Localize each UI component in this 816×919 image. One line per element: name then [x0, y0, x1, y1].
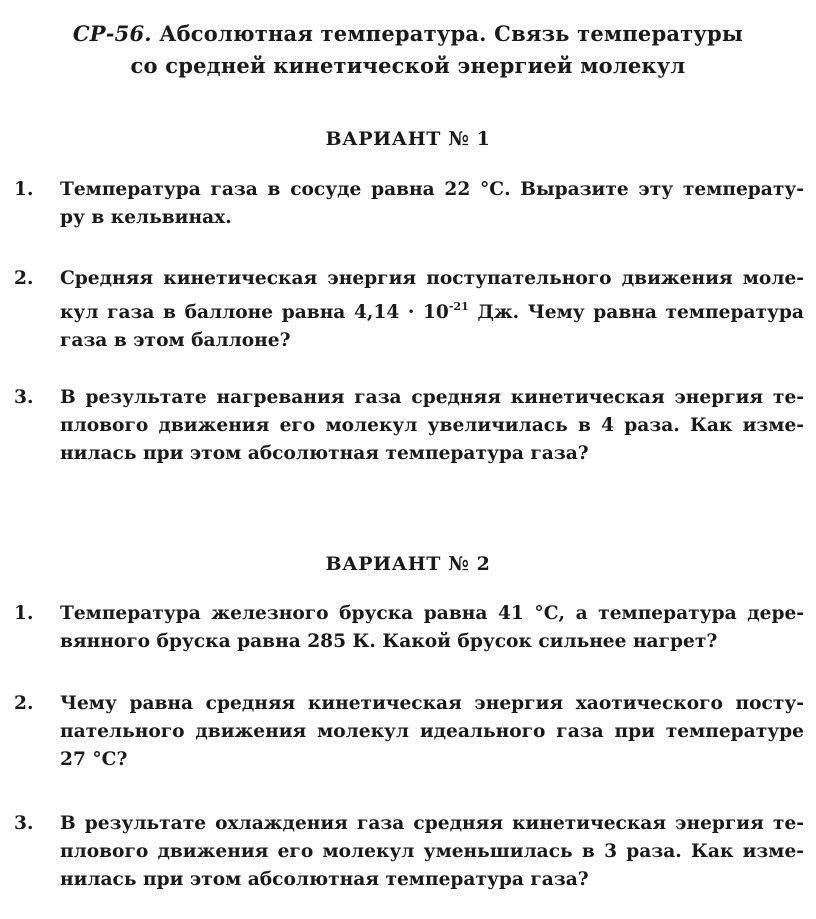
task-number: 1.: [14, 603, 34, 624]
task-text: [60, 600, 804, 656]
task-line: Чему равна средняя кинетическая энергия хаотического посту-: [60, 693, 804, 714]
variant-2-heading: ВАРИАНТ № 2: [325, 553, 491, 575]
task-line: нилась при этом абсолютная температура газа?: [60, 443, 589, 464]
task-line: Средняя кинетическая энергия поступательного движения моле-: [60, 268, 804, 289]
task-number: 3.: [14, 813, 34, 834]
task-line: Температура железного бруска равна 41 °С, а температура дере-: [60, 603, 804, 624]
worksheet-code: СР-56.: [72, 21, 152, 46]
task-line-with-exponent: [60, 293, 804, 327]
task-number: 3.: [14, 387, 34, 408]
title-line-2: со средней кинетической энергией молекул: [130, 53, 686, 78]
task-line: плового движения его молекул увеличилась в 4 раза. Как изме-: [60, 415, 804, 436]
task-line: В результате охлаждения газа средняя кинетическая энергия те-: [60, 813, 804, 834]
task-line: пательного движения молекул идеального газа при температуре: [60, 721, 804, 742]
task-line-head: кул газа в баллоне равна 4,14 · 10: [60, 302, 449, 323]
task-text: [60, 690, 804, 774]
task-line: плового движения его молекул уменьшилась в 3 раза. Как изме-: [60, 841, 804, 862]
task-line: ру в кельвинах.: [60, 207, 232, 228]
task-number: 2.: [14, 693, 34, 714]
task-line: нилась при этом абсолютная температура газа?: [60, 869, 589, 890]
task-text: [60, 265, 804, 355]
task-number: 1.: [14, 179, 34, 200]
task-number: 2.: [14, 268, 34, 289]
task-line-tail: Дж. Чему равна температура: [468, 302, 804, 323]
exponent: -21: [448, 300, 469, 313]
task-text: [60, 176, 804, 232]
title-text-1: Абсолютная температура. Связь температуры: [159, 21, 744, 46]
task-text: [60, 384, 804, 468]
page-title: [0, 18, 816, 82]
title-line-1: [0, 18, 816, 50]
task-text: [60, 810, 804, 894]
variant-1-heading: ВАРИАНТ № 1: [325, 128, 491, 150]
task-line: Температура газа в сосуде равна 22 °С. Выразите эту температу-: [60, 179, 804, 200]
task-line: вянного бруска равна 285 К. Какой брусок сильнее нагрет?: [60, 631, 718, 652]
task-line: газа в этом баллоне?: [60, 330, 291, 351]
task-line: 27 °С?: [60, 749, 128, 770]
task-line: В результате нагревания газа средняя кинетическая энергия те-: [60, 387, 804, 408]
